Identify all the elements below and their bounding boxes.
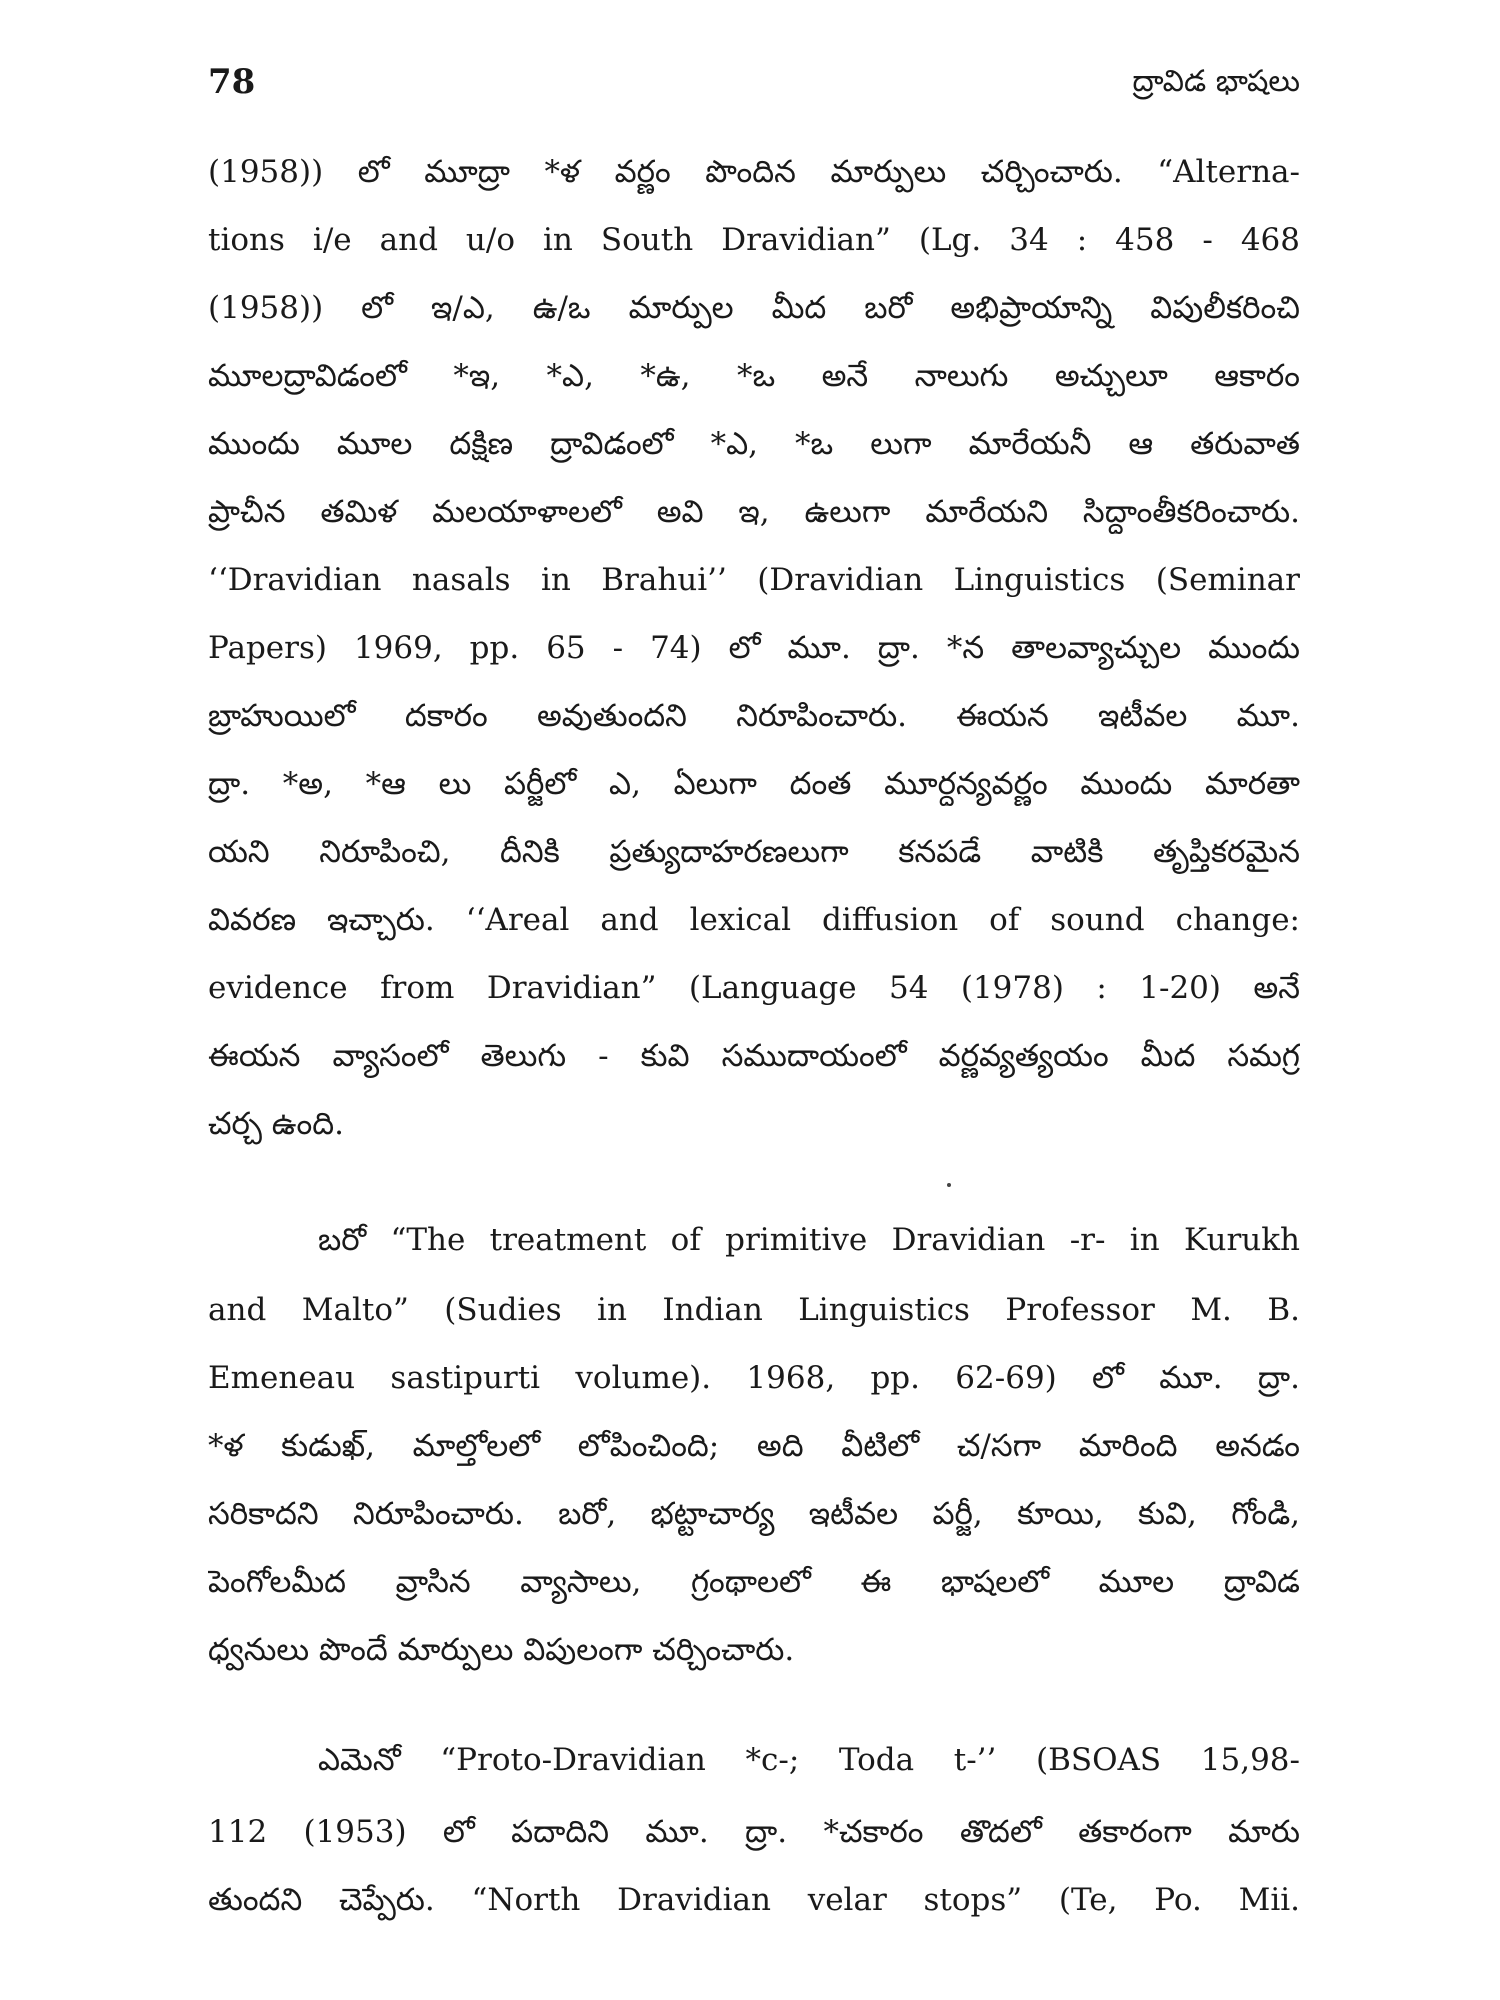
text-line: బరో “The treatment of primitive Dravidian -r- in Kurukh bbox=[318, 1222, 1300, 1258]
text-line: (1958)) లో మూద్రా *ళ వర్ణం పొందిన మార్పులు చర్చించారు. “Alterna- bbox=[208, 154, 1300, 190]
text-line: చర్చ ఉంది. bbox=[208, 1106, 344, 1142]
text-line: evidence from Dravidian” (Language 54 (1978) : 1-20) అనే bbox=[208, 970, 1300, 1006]
page-header bbox=[208, 62, 1300, 122]
text-line: ‘‘Dravidian nasals in Brahui’’ (Dravidian Linguistics (Seminar bbox=[208, 562, 1300, 598]
text-line: and Malto” (Sudies in Indian Linguistics Professor M. B. bbox=[208, 1292, 1300, 1328]
text-line: ధ్వనులు పొందే మార్పులు విపులంగా చర్చించారు. bbox=[208, 1632, 795, 1668]
text-line: Emeneau sastipurti volume). 1968, pp. 62-69) లో మూ. ద్రా. bbox=[208, 1360, 1300, 1396]
text-line: యని నిరూపించి, దీనికి ప్రత్యుదాహరణలుగా కనపడే వాటికి తృప్తికరమైన bbox=[208, 834, 1300, 870]
text-line: ద్రా. *అ, *ఆ లు పర్జీలో ఎ, ఏలుగా దంత మూర్ధన్యవర్ణం ముందు మారతా bbox=[208, 766, 1300, 802]
text-line: సరికాదని నిరూపించారు. బరో, భట్టాచార్య ఇటీవల పర్జీ, కూయి, కువి, గోండి, bbox=[208, 1496, 1300, 1532]
text-line: (1958)) లో ఇ/ఎ, ఉ/ఒ మార్పుల మీద బరో అభిప్రాయాన్ని విపులీకరించి bbox=[208, 290, 1300, 326]
text-line: *ళ కుడుఖ్, మాల్తోలలో లోపించింది; అది వీటిలో చ/సగా మారింది అనడం bbox=[208, 1428, 1300, 1464]
text-line: tions i/e and u/o in South Dravidian” (Lg. 34 : 458 - 468 bbox=[208, 222, 1300, 258]
text-line: ప్రాచీన తమిళ మలయాళాలలో అవి ఇ, ఉలుగా మారేయని సిద్ధాంతీకరించారు. bbox=[208, 494, 1300, 530]
text-line: పెంగోలమీద వ్రాసిన వ్యాసాలు, గ్రంథాలలో ఈ భాషలలో మూల ద్రావిడ bbox=[208, 1564, 1300, 1600]
text-line: 112 (1953) లో పదాదిని మూ. ద్రా. *చకారం తొదలో తకారంగా మారు bbox=[208, 1814, 1300, 1850]
running-head: ద్రావిడ భాషలు bbox=[1132, 64, 1300, 99]
text-line: ఎమెనో “Proto-Dravidian *c-; Toda t-’’ (BSOAS 15,98- bbox=[318, 1742, 1300, 1778]
text-line: మూలద్రావిడంలో *ఇ, *ఎ, *ఉ, *ఒ అనే నాలుగు అచ్చులూ ఆకారం bbox=[208, 358, 1300, 394]
text-line: వివరణ ఇచ్చారు. ‘‘Areal and lexical diffusion of sound change: bbox=[208, 902, 1300, 938]
text-line: ఈయన వ్యాసంలో తెలుగు - కువి సముదాయంలో వర్ణవ్యత్యయం మీద సమగ్ర bbox=[208, 1038, 1300, 1074]
text-line: బ్రాహుయిలో దకారం అవుతుందని నిరూపించారు. ఈయన ఇటీవల మూ. bbox=[208, 698, 1300, 734]
text-line: Papers) 1969, pp. 65 - 74) లో మూ. ద్రా. *న తాలవ్యాచ్చుల ముందు bbox=[208, 630, 1300, 666]
text-line: తుందని చెప్పేరు. “North Dravidian velar stops” (Te, Po. Mii. bbox=[208, 1882, 1300, 1918]
print-speck bbox=[947, 1183, 951, 1187]
page-number: 78 bbox=[208, 62, 256, 102]
text-line: ముందు మూల దక్షిణ ద్రావిడంలో *ఎ, *ఒ లుగా మారేయనీ ఆ తరువాత bbox=[208, 426, 1300, 462]
